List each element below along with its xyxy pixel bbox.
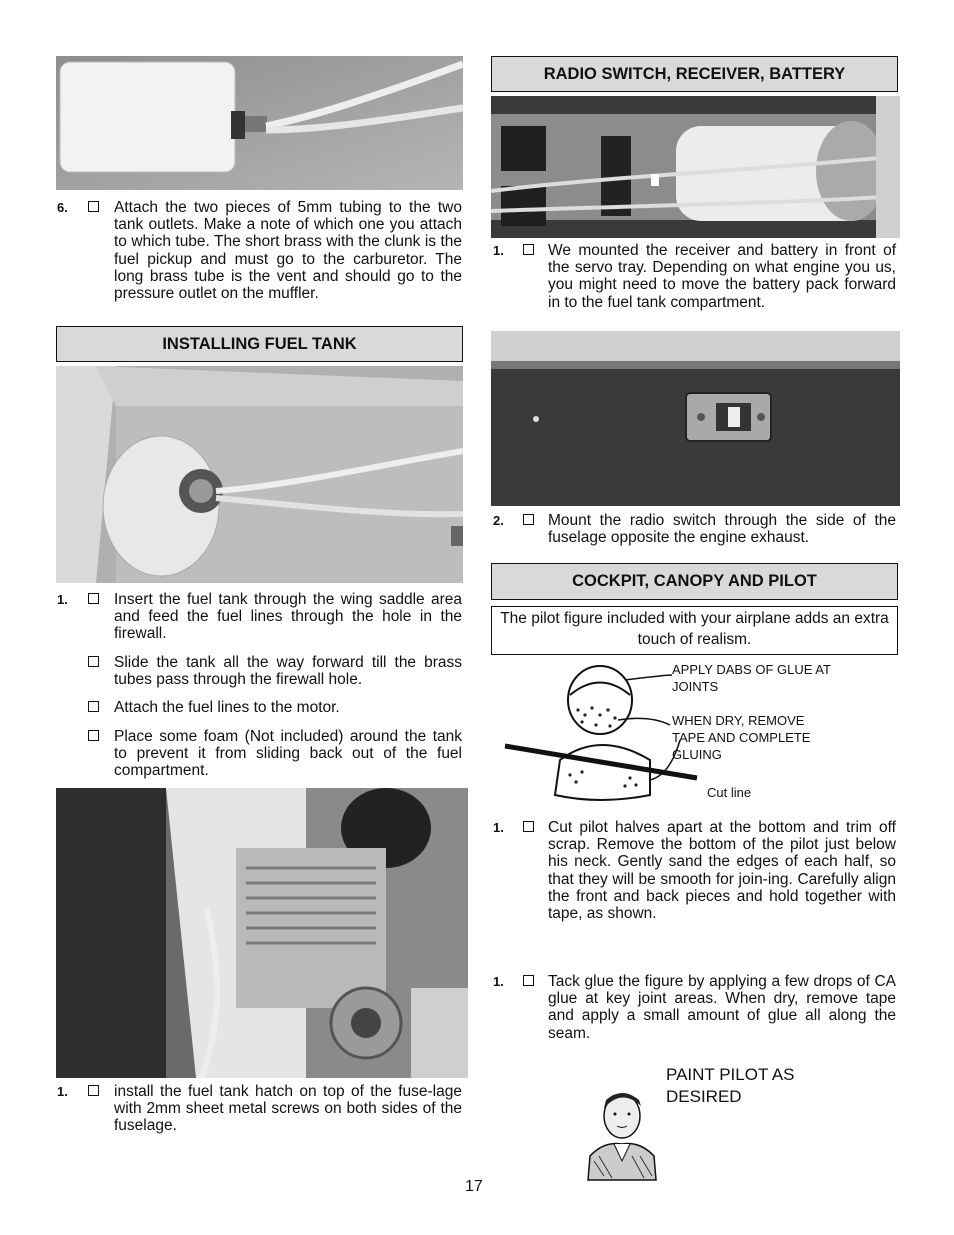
paint-label-line1: PAINT PILOT AS xyxy=(666,1065,795,1084)
glue-label xyxy=(672,661,892,695)
glue-label-line2: JOINTS xyxy=(672,679,719,694)
checkbox[interactable] xyxy=(88,730,99,741)
step-slide-tank xyxy=(57,654,462,690)
step-attach-fuel-lines xyxy=(57,699,462,717)
step-text: install the fuel tank hatch on top of the fuse-lage with 2mm sheet metal screws on both sides of the fuselage. xyxy=(114,1083,462,1135)
step-text: Place some foam (Not included) around the tank to prevent it from sliding back out of the fuel compartment. xyxy=(114,728,462,780)
checkbox[interactable] xyxy=(88,701,99,712)
cockpit-header xyxy=(491,563,898,600)
section-title: INSTALLING FUEL TANK xyxy=(162,334,357,353)
step-text: We mounted the receiver and battery in front of the servo tray. Depending on what engine you us, you might need to move the battery pack forward in to the fuel tank compartment. xyxy=(548,242,896,311)
paint-label-line2: DESIRED xyxy=(666,1087,742,1106)
engine-photo xyxy=(56,788,468,1078)
step-mount-switch xyxy=(493,512,898,548)
checkbox[interactable] xyxy=(88,1085,99,1096)
tank-installed-photo xyxy=(56,366,463,583)
step-number: 1. xyxy=(493,243,504,258)
cut-line-label: Cut line xyxy=(707,785,752,800)
step-text: Attach the two pieces of 5mm tubing to the two tank outlets. Make a note of which one you attach to which tube. The short brass with the clunk is the fuel pickup and must go to the carburetor. The long brass tube is the vent and should go to the pressure outlet on the muffler. xyxy=(114,199,462,303)
step-number: 1. xyxy=(493,974,504,989)
step-text: Attach the fuel lines to the motor. xyxy=(114,699,340,716)
step-number: 1. xyxy=(57,592,68,607)
checkbox[interactable] xyxy=(523,821,534,832)
intro-text: The pilot figure included with your airplane adds an extra touch of realism. xyxy=(500,610,889,648)
step-number: 1. xyxy=(493,820,504,835)
step-text: Cut pilot halves apart at the bottom and trim off scrap. Remove the bottom of the pilot just below his neck. Gently sand the edges of each half, so that they will be smooth for join-ing. Carefully align the front and back pieces and hold together with tape, as shown. xyxy=(548,819,896,923)
step-number: 1. xyxy=(57,1084,68,1099)
checkbox[interactable] xyxy=(523,244,534,255)
dry-label-line2: TAPE AND COMPLETE xyxy=(672,730,811,745)
section-title: RADIO SWITCH, RECEIVER, BATTERY xyxy=(543,64,846,83)
checkbox[interactable] xyxy=(88,656,99,667)
step-install-hatch xyxy=(57,1083,462,1137)
step-insert-tank xyxy=(57,591,462,643)
section-title: COCKPIT, CANOPY AND PILOT xyxy=(572,572,817,590)
pilot-gluing-diagram xyxy=(500,660,700,805)
step-text: Mount the radio switch through the side of the fuselage opposite the engine exhaust. xyxy=(548,512,896,547)
step-number: 2. xyxy=(493,513,504,528)
checkbox[interactable] xyxy=(523,514,534,525)
dry-label-line1: WHEN DRY, REMOVE xyxy=(672,713,805,728)
page-number: 17 xyxy=(465,1178,483,1195)
radio-switch-photo xyxy=(491,331,900,506)
step-text: Tack glue the figure by applying a few drops of CA glue at key joint areas. When dry, remove tape and apply a small amount of glue all along the seam. xyxy=(548,973,896,1042)
dry-label-line3: GLUING xyxy=(672,747,722,762)
cockpit-intro xyxy=(491,606,898,655)
step-place-foam xyxy=(57,728,462,780)
checkbox[interactable] xyxy=(88,201,99,212)
checkbox[interactable] xyxy=(88,593,99,604)
paint-pilot-label xyxy=(666,1064,795,1108)
step-mount-receiver xyxy=(493,242,898,312)
step-text: Insert the fuel tank through the wing saddle area and feed the fuel lines through the hole in the firewall. xyxy=(114,591,462,643)
glue-label-line1: APPLY DABS OF GLUE AT xyxy=(672,662,831,677)
step-attach-tubing xyxy=(57,199,462,319)
receiver-photo xyxy=(491,96,900,238)
step-text: Slide the tank all the way forward till the brass tubes pass through the firewall hole. xyxy=(114,654,462,689)
radio-switch-header xyxy=(491,56,898,92)
dry-label xyxy=(672,712,892,763)
step-number: 6. xyxy=(57,200,68,215)
painted-pilot-illustration xyxy=(584,1086,660,1182)
fuel-tank-photo xyxy=(56,56,463,190)
step-cut-pilot xyxy=(493,819,898,924)
checkbox[interactable] xyxy=(523,975,534,986)
installing-fuel-tank-header xyxy=(56,326,463,362)
step-tack-glue xyxy=(493,973,898,1043)
